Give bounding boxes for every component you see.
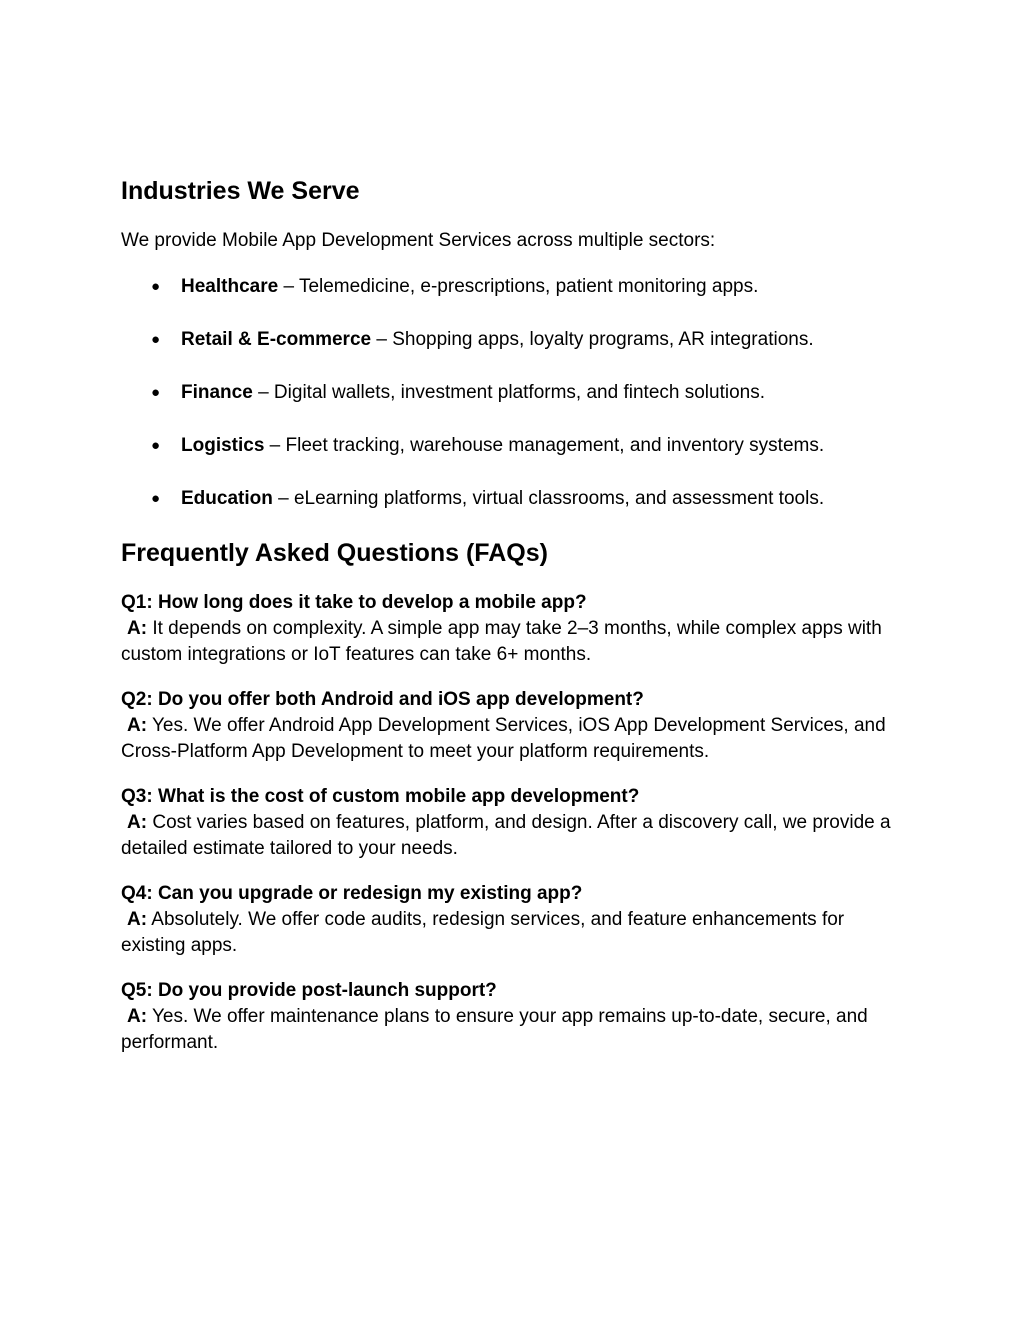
faq-question: Q3: What is the cost of custom mobile app development? bbox=[121, 786, 640, 807]
industry-description: – Fleet tracking, warehouse management, and inventory systems. bbox=[264, 435, 825, 456]
faq-item bbox=[121, 881, 911, 959]
faq-answer bbox=[121, 713, 911, 765]
answer-label: A: bbox=[127, 1006, 148, 1027]
answer-label: A: bbox=[127, 812, 148, 833]
faq-list bbox=[121, 590, 911, 1056]
faq-question: Q4: Can you upgrade or redesign my existing app? bbox=[121, 883, 583, 904]
answer-text: Absolutely. We offer code audits, redesign services, and feature enhancements for existing apps. bbox=[121, 909, 845, 956]
faq-item bbox=[121, 978, 911, 1056]
faq-heading: Frequently Asked Questions (FAQs) bbox=[121, 539, 548, 567]
industries-intro: We provide Mobile App Development Services across multiple sectors: bbox=[121, 230, 716, 251]
list-item bbox=[121, 380, 911, 406]
industry-name: Healthcare bbox=[181, 276, 279, 297]
list-item bbox=[121, 327, 911, 353]
faq-item bbox=[121, 687, 911, 765]
bullet-icon: ● bbox=[151, 437, 161, 454]
bullet-icon: ● bbox=[151, 490, 161, 507]
industry-description: – eLearning platforms, virtual classrooms, and assessment tools. bbox=[272, 488, 825, 509]
industry-name: Logistics bbox=[181, 435, 265, 456]
answer-text: Cost varies based on features, platform, and design. After a discovery call, we provide a detailed estimate tailored to your needs. bbox=[121, 812, 891, 859]
faq-question: Q5: Do you provide post-launch support? bbox=[121, 980, 497, 1001]
answer-text: Yes. We offer maintenance plans to ensure your app remains up-to-date, secure, and performant. bbox=[121, 1006, 868, 1053]
bullet-icon: ● bbox=[151, 384, 161, 401]
answer-label: A: bbox=[127, 618, 148, 639]
bullet-icon: ● bbox=[151, 331, 161, 348]
industry-description: – Digital wallets, investment platforms, and fintech solutions. bbox=[252, 382, 765, 403]
faq-answer bbox=[121, 616, 911, 668]
answer-text: It depends on complexity. A simple app may take 2–3 months, while complex apps with custom integrations or IoT features can take 6+ months. bbox=[121, 618, 882, 665]
answer-label: A: bbox=[127, 715, 148, 736]
faq-item bbox=[121, 784, 911, 862]
industry-description: – Telemedicine, e-prescriptions, patient monitoring apps. bbox=[278, 276, 759, 297]
industry-description: – Shopping apps, loyalty programs, AR integrations. bbox=[371, 329, 814, 350]
industry-name: Education bbox=[181, 488, 273, 509]
answer-text: Yes. We offer Android App Development Services, iOS App Development Services, and Cross-Platform App Development to meet your platform requirements. bbox=[121, 715, 886, 762]
list-item bbox=[121, 274, 911, 300]
faq-item bbox=[121, 590, 911, 668]
document-page bbox=[121, 174, 911, 1075]
industry-list bbox=[121, 274, 911, 512]
answer-label: A: bbox=[127, 909, 148, 930]
industries-heading: Industries We Serve bbox=[121, 177, 360, 205]
bullet-icon: ● bbox=[151, 278, 161, 295]
faq-question: Q1: How long does it take to develop a mobile app? bbox=[121, 592, 587, 613]
list-item bbox=[121, 433, 911, 459]
faq-answer bbox=[121, 810, 911, 862]
faq-answer bbox=[121, 1004, 911, 1056]
industry-name: Retail & E-commerce bbox=[181, 329, 372, 350]
industry-name: Finance bbox=[181, 382, 253, 403]
list-item bbox=[121, 486, 911, 512]
faq-answer bbox=[121, 907, 911, 959]
faq-question: Q2: Do you offer both Android and iOS app development? bbox=[121, 689, 644, 710]
